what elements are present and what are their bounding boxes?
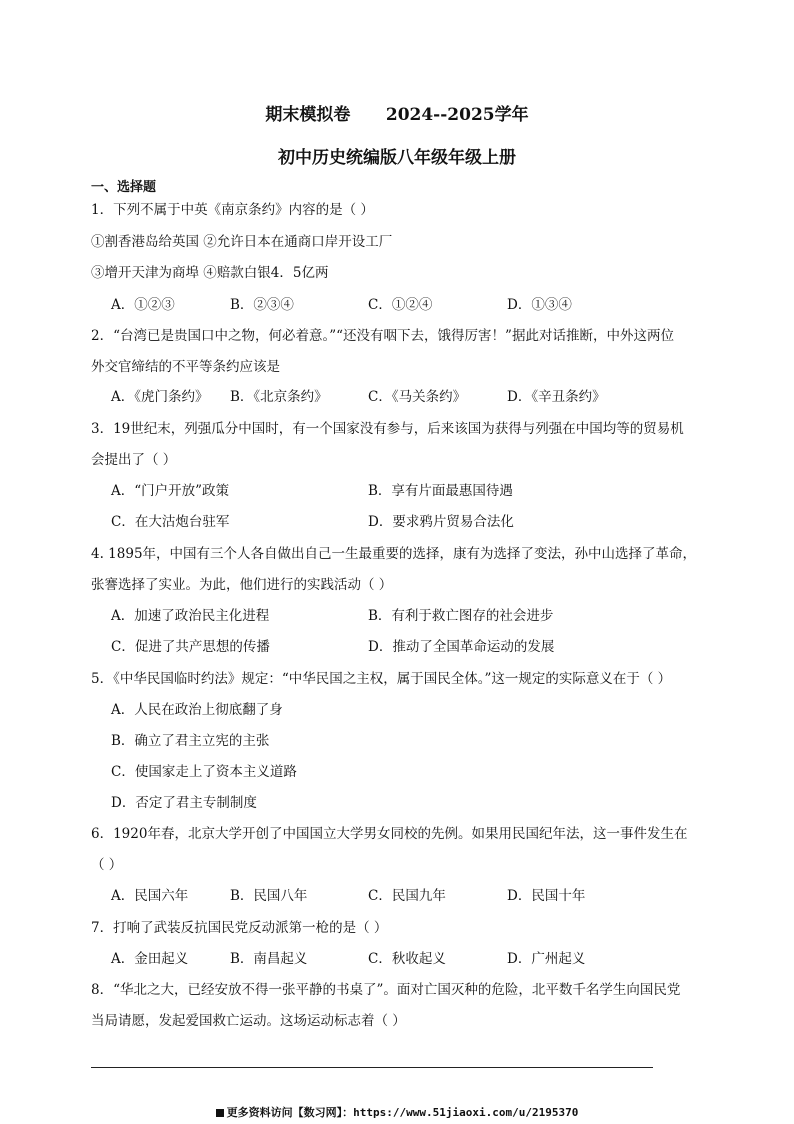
question-6-option-c: C．民国九年 [368,888,446,904]
question-3-option-c: C．在大沽炮台驻军 [111,514,230,530]
question-6-option-b: B．民国八年 [230,888,308,904]
question-2-option-d: D．《辛丑条约》 [507,389,606,405]
question-3-option-b: B．享有片面最惠国待遇 [368,483,513,499]
exam-subtitle: 初中历史统编版八年级年级上册 [278,148,516,168]
question-3-stem-cont: 会提出了（ ） [91,452,177,468]
question-4-option-c: C．促进了共产思想的传播 [111,639,270,655]
question-3-option-d: D．要求鸦片贸易合法化 [368,514,514,530]
question-2-option-c: C．《马关条约》 [368,389,467,405]
question-2-stem-cont: 外交官缔结的不平等条约应该是 [91,359,280,375]
footer-link[interactable]: 更多资料访问【数习网】：https://www.51jiaoxi.com/u/2195370 [226,1106,579,1119]
question-1-item-a: ①割香港岛给英国 ②允许日本在通商口岸开设工厂 [91,234,393,250]
question-2-stem: 2．“台湾已是贵国口中之物，何必着意。”“还没有咽下去，饿得厉害！”据此对话推断，中外这两位 [91,328,674,344]
question-5-option-c: C．使国家走上了资本主义道路 [111,764,297,780]
question-1-stem: 1．下列不属于中英《南京条约》内容的是（ ） [91,202,374,218]
question-7-option-a: A．金田起义 [111,951,189,967]
question-1-option-c: C．①②④ [368,297,433,313]
question-8-stem: 8．“华北之大，已经安放不得一张平静的书桌了”。面对亡国灭种的危险，北平数千名学生向国民党 [91,982,681,998]
question-1-option-d: D．①③④ [507,297,572,313]
question-6-option-d: D．民国十年 [507,888,586,904]
question-1-item-b: ③增开天津为商埠 ④赔款白银4．5亿两 [91,265,329,281]
question-5-option-b: B．确立了君主立宪的主张 [111,733,270,749]
footer [0,1104,794,1120]
question-5-option-a: A．人民在政治上彻底翻了身 [111,702,283,718]
flag-icon [216,1109,224,1117]
exam-title: 期末模拟卷 2024--2025学年 [265,105,529,125]
question-3-stem: 3．19世纪末，列强瓜分中国时，有一个国家没有参与，后来该国为获得与列强在中国均等的贸易机 [91,421,684,437]
question-7-option-d: D．广州起义 [507,951,586,967]
question-3-option-a: A．“门户开放”政策 [111,483,230,499]
question-4-option-b: B．有利于救亡图存的社会进步 [368,608,554,624]
question-5-option-d: D．否定了君主专制制度 [111,795,257,811]
question-4-option-d: D．推动了全国革命运动的发展 [368,639,555,655]
question-7-stem: 7．打响了武装反抗国民党反动派第一枪的是（ ） [91,920,388,936]
question-7-option-b: B．南昌起义 [230,951,308,967]
question-5-stem: 5．《中华民国临时约法》规定：“中华民国之主权，属于国民全体。”这一规定的实际意义在于（ ） [91,671,672,687]
question-7-option-c: C．秋收起义 [368,951,446,967]
question-4-stem-cont: 张謇选择了实业。为此，他们进行的实践活动（ ） [91,577,393,593]
question-1-option-a: A．①②③ [111,297,175,313]
question-8-stem-cont: 当局请愿，发起爱国救亡运动。这场运动标志着（ ） [91,1013,406,1029]
question-6-option-a: A．民国六年 [111,888,189,904]
footer-divider [91,1067,653,1068]
question-2-option-a: A．《虎门条约》 [111,389,209,405]
question-6-stem-cont: （ ） [91,857,123,873]
question-6-stem: 6．1920年春，北京大学开创了中国国立大学男女同校的先例。如果用民国纪年法，这一事件发生在 [91,826,688,842]
question-2-option-b: B．《北京条约》 [230,389,328,405]
question-4-option-a: A．加速了政治民主化进程 [111,608,270,624]
section-heading: 一、选择题 [91,180,157,195]
question-4-stem: 4. 1895年，中国有三个人各自做出自己一生最重要的选择，康有为选择了变法，孙中山选择了革命， [91,546,697,562]
question-1-option-b: B．②③④ [230,297,294,313]
